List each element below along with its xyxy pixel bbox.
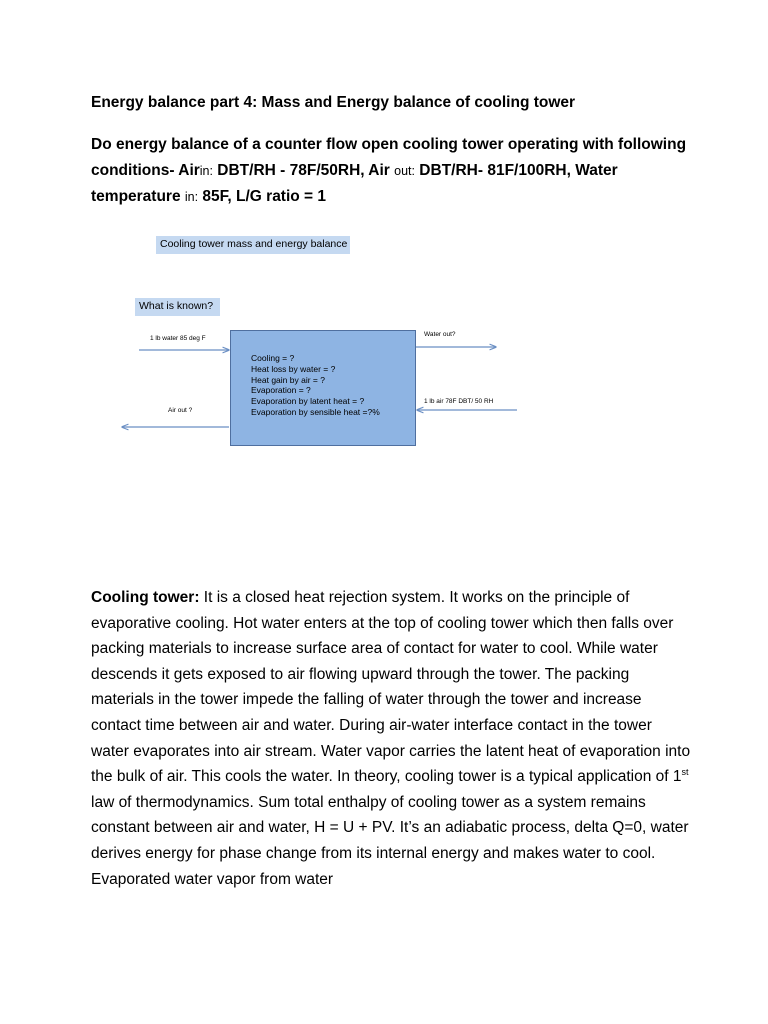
problem-part-2: DBT/RH - 78F/50RH, Air — [212, 161, 395, 179]
ordinal-superscript: st — [681, 767, 689, 777]
air-out-label: Air out ? — [168, 407, 193, 414]
tower-unknowns-list — [251, 353, 380, 418]
water-in-label: 1 lb water 85 deg F — [150, 335, 206, 342]
tower-line: Evaporation by sensible heat =?% — [251, 406, 380, 417]
air-in-subscript: in: — [199, 163, 213, 178]
water-in-subscript: in: — [184, 190, 199, 204]
body-paragraph — [91, 585, 691, 892]
problem-part-1: Do energy balance of a counter flow open cooling tower operating with following conditions- Air — [91, 136, 687, 179]
tower-line: Cooling = ? — [251, 353, 295, 363]
body-text-b: law of thermodynamics. Sum total enthalpy of cooling tower as a system remains constant between air and water, H = U + PV. It’s an adiabatic process, delta — [91, 793, 646, 837]
problem-part-3: DBT/RH- 81F/100RH, Water temperature — [91, 161, 618, 205]
tower-line: Evaporation = ? — [251, 385, 311, 396]
air-out-subscript: out: — [394, 163, 415, 178]
tower-line: Evaporation by latent heat = ? — [251, 396, 365, 407]
body-text-a: It is a closed heat rejection system. It works on the principle of evaporative cooling. Hot water enters at the top of cooling tower which then falls over packing materials to increase surface area of contact for water to cool. While water descends it gets exposed to air flowing upward through the tower. The packing materials in the tower impede the falling of water through the tower and increase contact time between air and water. During air-water interface contact in the tower water evaporates into air stream. Water vapor carries the latent heat of evaporation into the bulk of air. This cools the water. In theory, cooling tower is a typical application of 1 — [91, 589, 691, 786]
water-out-label: Water out? — [424, 331, 456, 338]
what-is-known-label: What is known? — [135, 298, 220, 316]
body-lead: Cooling tower: — [91, 589, 200, 606]
delta-q: Q=0 — [612, 819, 643, 837]
diagram-title: Cooling tower mass and energy balance — [156, 236, 350, 254]
document-heading: Energy balance part 4: Mass and Energy balance of cooling tower — [91, 94, 576, 111]
air-in-label: 1 lb air 78F DBT/ 50 RH — [424, 398, 494, 405]
problem-part-4: 85F, L/G ratio = 1 — [198, 188, 327, 205]
tower-line: Heat gain by air = ? — [251, 374, 325, 385]
tower-line: Heat loss by water = ? — [251, 363, 336, 374]
cooling-tower-box — [230, 330, 416, 446]
body-text-c: , water derives energy for phase change from its internal energy and makes water to cool. Evaporated water vapor from water — [91, 819, 689, 888]
